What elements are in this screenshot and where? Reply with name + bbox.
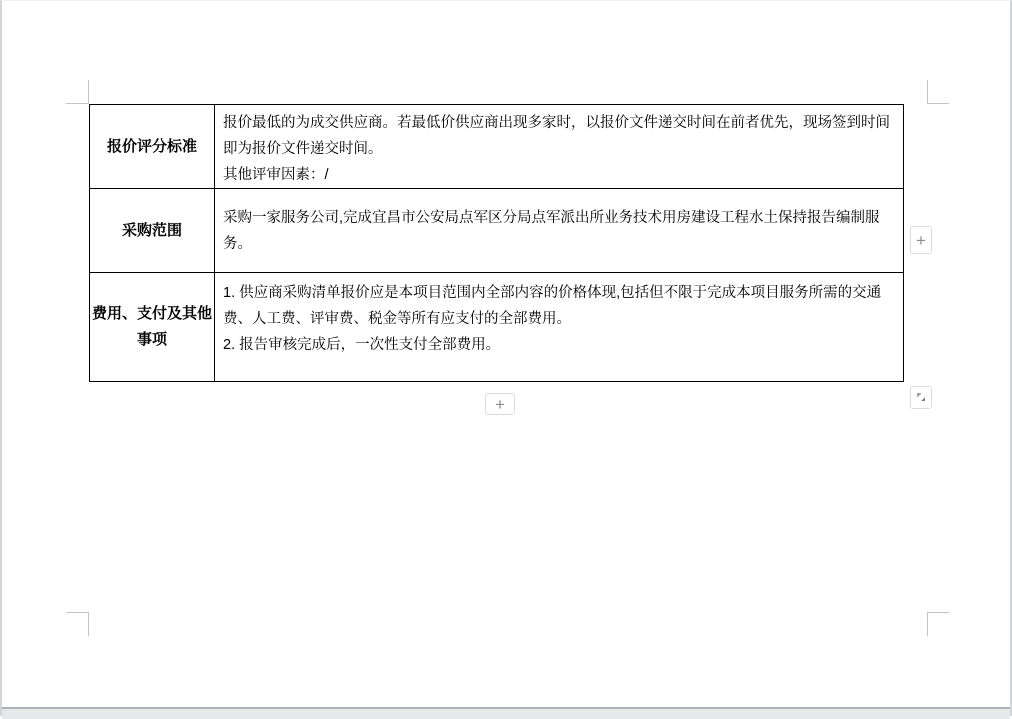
row1-paragraph-1[interactable]: 报价最低的为成交供应商。若最低价供应商出现多家时，以报价文件递交时间在前者优先，现场签到时间即为报价文件递交时间。 (223, 115, 890, 157)
margin-mark-top-left-horizontal (66, 103, 89, 104)
table-resize-handle[interactable] (910, 386, 932, 409)
row2-paragraph-1[interactable]: 采购一家服务公司,完成宜昌市公安局点军区分局点军派出所业务技术用房建设工程水土保持报告编制服务。 (223, 209, 880, 252)
cell-row1-content[interactable] (215, 105, 904, 189)
row3-label-text: 费用、支付及其他事项 (92, 305, 213, 348)
add-row-button[interactable]: + (485, 393, 515, 415)
table-row (90, 273, 904, 382)
row3-paragraph-2[interactable]: 2. 报告审核完成后，一次性支付全部费用。 (223, 337, 501, 353)
row1-label-text: 报价评分标准 (106, 137, 197, 155)
margin-mark-top-left-vertical (88, 80, 89, 104)
margin-mark-bottom-left-vertical (88, 612, 89, 636)
row1-paragraph-2[interactable]: 其他评审因素：/ (223, 167, 329, 183)
cell-row3-label[interactable] (90, 273, 215, 382)
table-row (90, 105, 904, 189)
margin-mark-bottom-right-horizontal (927, 612, 949, 613)
cell-row2-label[interactable] (90, 189, 215, 273)
row2-label-text: 采购范围 (121, 221, 182, 239)
page-bottom-edge (2, 707, 1010, 719)
margin-mark-top-right-horizontal (927, 103, 949, 104)
cell-row3-content[interactable] (215, 273, 904, 382)
margin-mark-top-right-vertical (927, 80, 928, 104)
margin-mark-bottom-right-vertical (927, 612, 928, 636)
margin-mark-bottom-left-horizontal (66, 612, 89, 613)
add-column-button[interactable]: + (910, 226, 932, 254)
cell-row2-content[interactable] (215, 189, 904, 273)
cell-row1-label[interactable] (90, 105, 215, 189)
table-row (90, 189, 904, 273)
document-table (89, 104, 904, 382)
resize-diagonal-icon (916, 392, 927, 403)
row3-paragraph-1[interactable]: 1. 供应商采购清单报价应是本项目范围内全部内容的价格体现,包括但不限于完成本项目服务所需的交通费、人工费、评审费、税金等所有应支付的全部费用。 (223, 285, 882, 327)
